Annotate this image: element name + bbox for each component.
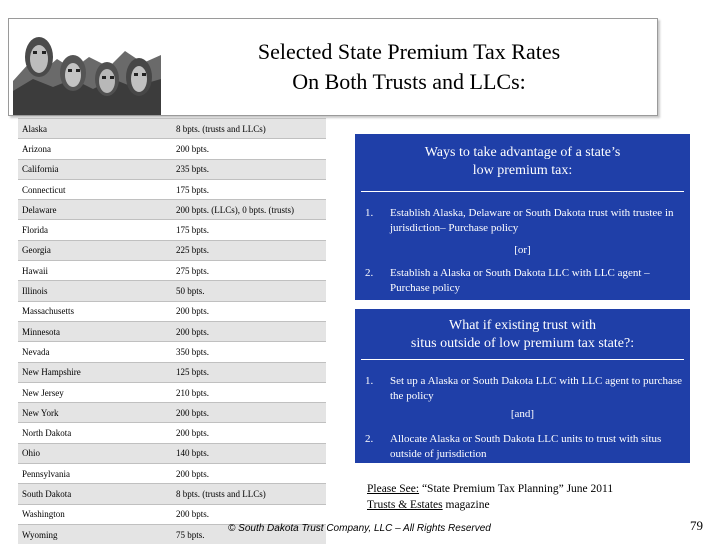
state-name: Georgia [18,240,172,260]
table-row [18,301,326,321]
ways-divider [361,191,684,192]
table-row [18,362,326,382]
slide-title [189,37,629,97]
state-name: Florida [18,220,172,240]
state-rate: 275 bpts. [172,261,326,281]
table-row [18,321,326,341]
state-rate: 200 bpts. [172,301,326,321]
table-row [18,484,326,504]
magazine-name: Trusts & Estates [367,499,443,511]
ways-conjunction: [or] [514,244,531,256]
existing-heading-1: What if existing trust with [449,318,596,333]
table-row [18,443,326,463]
state-name: Ohio [18,443,172,463]
table-row [18,403,326,423]
state-name: Pennsylvania [18,464,172,484]
title-line-2: On Both Trusts and LLCs: [292,69,526,94]
table-row [18,464,326,484]
state-rate: 235 bpts. [172,159,326,179]
ways-heading-2: low premium tax: [472,163,573,178]
existing-item-2-text: Allocate Alaska or South Dakota LLC units to trust with situs outside of jurisdiction [390,433,662,460]
state-rate: 8 bpts. (trusts and LLCs) [172,484,326,504]
page-number: 79 [690,518,703,533]
state-name: New Jersey [18,382,172,402]
state-rate: 200 bpts. [172,504,326,524]
existing-heading-2: situs outside of low premium tax state?: [410,336,635,351]
state-name: Washington [18,504,172,524]
ways-item-2-number: 2. [365,267,374,279]
state-name: Alaska [18,119,172,139]
state-rate: 350 bpts. [172,342,326,362]
state-name: Arizona [18,139,172,159]
existing-divider [361,359,684,360]
state-rate: 8 bpts. (trusts and LLCs) [172,119,326,139]
existing-conjunction: [and] [510,408,535,420]
table-row [18,342,326,362]
title-box [8,18,658,116]
state-rate: 175 bpts. [172,179,326,199]
existing-item-2-number: 2. [365,433,374,445]
table-row [18,179,326,199]
state-rate: 210 bpts. [172,382,326,402]
state-name: Massachusetts [18,301,172,321]
state-name: Connecticut [18,179,172,199]
state-name: New Hampshire [18,362,172,382]
ways-item-1-number: 1. [365,207,374,219]
table-row [18,382,326,402]
state-name: Hawaii [18,261,172,281]
state-rate: 200 bpts. (LLCs), 0 bpts. (trusts) [172,200,326,220]
state-name: Nevada [18,342,172,362]
state-rate: 225 bpts. [172,240,326,260]
existing-item-1-number: 1. [365,375,374,387]
state-rate: 200 bpts. [172,423,326,443]
table-row [18,159,326,179]
table-row [18,220,326,240]
please-see-label: Please See: [367,483,420,495]
magazine-suffix: magazine [442,499,490,511]
state-rate: 200 bpts. [172,403,326,423]
state-name: Minnesota [18,321,172,341]
state-name: New York [18,403,172,423]
table-row [18,281,326,301]
table-row [18,240,326,260]
state-name: Delaware [18,200,172,220]
copyright-footer: © South Dakota Trust Company, LLC – All Rights Reserved [228,523,491,534]
title-line-1: Selected State Premium Tax Rates [257,39,561,64]
table-row [18,504,326,524]
table-row [18,261,326,281]
state-rate: 200 bpts. [172,321,326,341]
state-name: Wyoming [18,524,172,544]
ways-heading-1: Ways to take advantage of a state’s [424,145,621,160]
state-rate: 200 bpts. [172,464,326,484]
ways-box [355,134,690,300]
existing-item-1-text: Set up a Alaska or South Dakota LLC with LLC agent to purchase the policy [390,375,683,402]
table-row [18,200,326,220]
state-name: South Dakota [18,484,172,504]
state-rate: 75 bpts. [172,524,326,544]
existing-trust-box [355,309,690,463]
state-rate: 140 bpts. [172,443,326,463]
state-name: Illinois [18,281,172,301]
reference-note [367,481,707,513]
ways-item-2-text: Establish a Alaska or South Dakota LLC with LLC agent – Purchase policy [390,267,650,294]
mount-rushmore-logo [13,21,161,115]
state-rate: 175 bpts. [172,220,326,240]
state-name: North Dakota [18,423,172,443]
state-name: California [18,159,172,179]
table-row [18,423,326,443]
state-rate: 200 bpts. [172,139,326,159]
ways-item-1-text: Establish Alaska, Delaware or South Dakota trust with trustee in jurisdiction– Purchase policy [390,207,674,234]
state-rate: 50 bpts. [172,281,326,301]
state-rate: 125 bpts. [172,362,326,382]
table-row [18,139,326,159]
table-row [18,119,326,139]
state-rates-table [18,118,326,544]
reference-article: “State Premium Tax Planning” June 2011 [419,483,614,495]
